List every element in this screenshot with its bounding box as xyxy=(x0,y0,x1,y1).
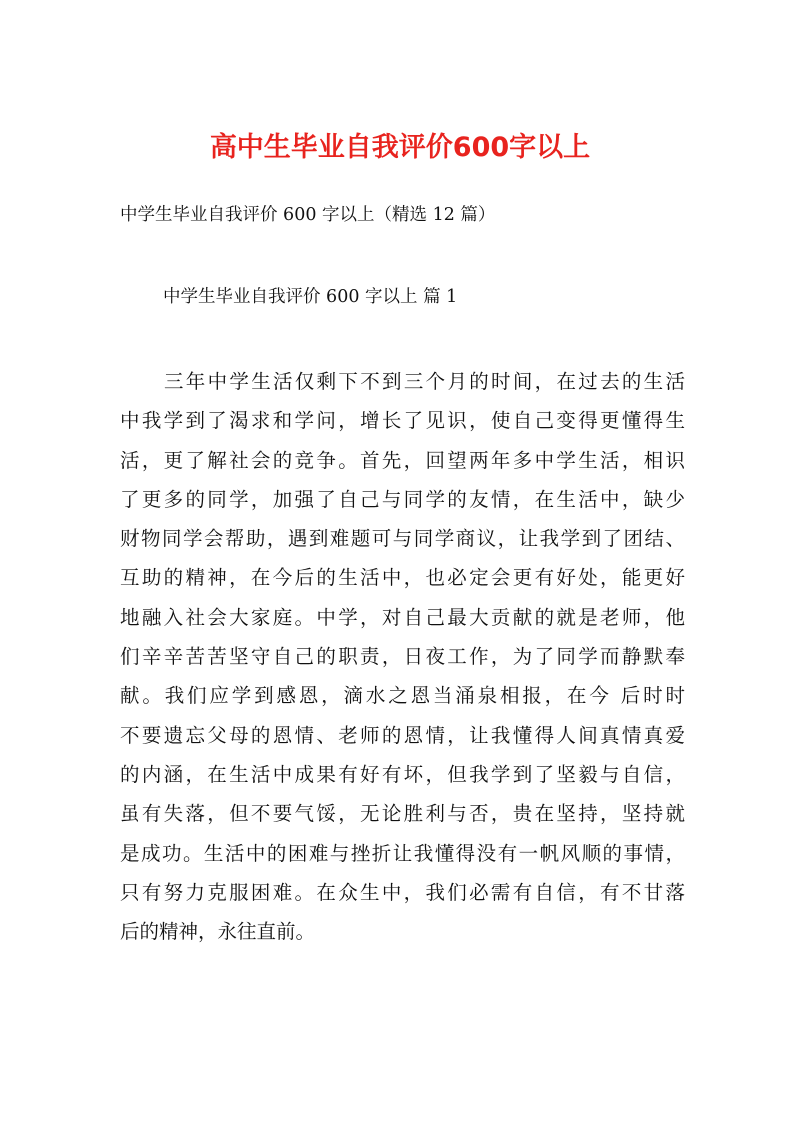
body-paragraph xyxy=(120,362,685,951)
body-line: 三年中学生活仅剩下不到三个月的时间，在过去的生活 xyxy=(164,370,685,393)
body-line: 地融入社会大家庭。中学，对自己最大贡献的就是老师，他 xyxy=(120,605,685,629)
section-heading: 中学生毕业自我评价 600 字以上 篇 1 xyxy=(163,287,458,307)
body-line: 后的精神，永往直前。 xyxy=(120,920,316,944)
body-line: 献。我们应学到感恩，滴水之恩当涌泉相报，在今 后时时 xyxy=(120,684,685,708)
body-line: 活，更了解社会的竞争。首先，回望两年多中学生活，相识 xyxy=(120,448,685,472)
body-line: 财物同学会帮助，遇到难题可与同学商议，让我学到了团结、 xyxy=(120,527,685,551)
body-line: 中我学到了渴求和学问，增长了见识，使自己变得更懂得生 xyxy=(120,409,685,433)
body-line: 的内涵，在生活中成果有好有坏，但我学到了坚毅与自信， xyxy=(120,762,685,786)
body-line: 只有努力克服困难。在众生中，我们必需有自信，有不甘落 xyxy=(120,880,685,904)
body-line: 不要遗忘父母的恩情、老师的恩情，让我懂得人间真情真爱 xyxy=(120,723,685,747)
body-line: 是成功。生活中的困难与挫折让我懂得没有一帆风顺的事情， xyxy=(120,841,685,865)
body-line: 互助的精神，在今后的生活中，也必定会更有好处，能更好 xyxy=(120,566,685,590)
body-line: 了更多的同学，加强了自己与同学的友情，在生活中，缺少 xyxy=(120,487,685,511)
document-title: 高中生毕业自我评价600字以上 xyxy=(209,132,591,163)
document-subtitle: 中学生毕业自我评价 600 字以上（精选 12 篇） xyxy=(120,205,496,225)
body-line: 们辛辛苦苦坚守自己的职责，日夜工作，为了同学而静默奉 xyxy=(120,645,685,669)
body-line: 虽有失落，但不要气馁，无论胜利与否，贵在坚持，坚持就 xyxy=(120,802,685,826)
